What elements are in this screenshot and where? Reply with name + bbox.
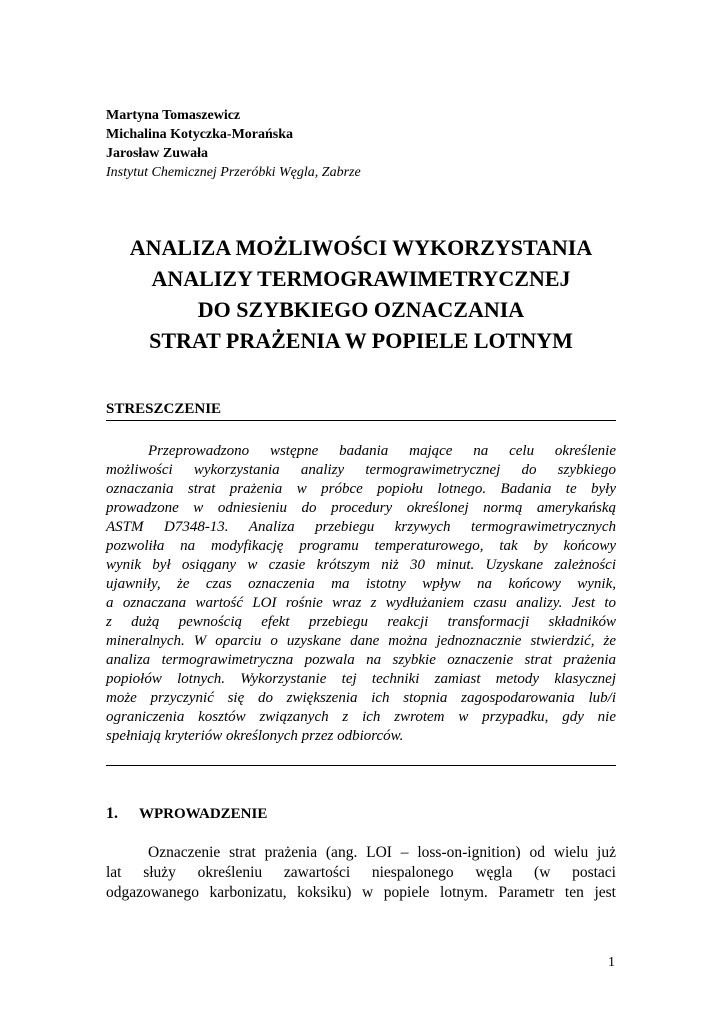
abstract-text bbox=[106, 442, 616, 746]
body-line: lat służy określeniu zawartości niespalonego węgla (w postaci bbox=[106, 864, 616, 881]
author-name: Jarosław Zuwała bbox=[106, 146, 209, 161]
title-line: ANALIZA MOŻLIWOŚCI WYKORZYSTANIA bbox=[129, 235, 593, 260]
title-line: ANALIZY TERMOGRAWIMETRYCZNEJ bbox=[151, 266, 571, 291]
body-line: Oznaczenie strat prażenia (ang. LOI – loss-on-ignition) od wielu już bbox=[148, 844, 616, 861]
section-heading bbox=[106, 805, 267, 823]
abstract-line: może przyczynić się do zwiększenia ich stopnia zagospodarowania lub/i bbox=[106, 690, 616, 706]
abstract-line: możliwości wykorzystania analizy termograwimetrycznej do szybkiego bbox=[106, 462, 616, 478]
abstract-line: ASTM D7348-13. Analiza przebiegu krzywych termograwimetrycznych bbox=[106, 519, 616, 535]
abstract-line: wynik był osiągany w czasie krótszym niż 30 minut. Uzyskane zależności bbox=[106, 557, 616, 573]
section-body bbox=[106, 843, 616, 903]
page-number: 1 bbox=[608, 955, 615, 970]
body-line: odgazowanego karbonizatu, koksiku) w popiele lotnym. Parametr ten jest bbox=[106, 884, 616, 901]
abstract-heading: STRESZCZENIE bbox=[106, 401, 222, 417]
abstract-line: prowadzone w odniesieniu do procedury określonej normą amerykańską bbox=[106, 500, 616, 516]
author-block bbox=[106, 106, 361, 182]
abstract-line: Przeprowadzono wstępne badania mające na celu określenie bbox=[148, 443, 616, 459]
section-number: 1. bbox=[106, 805, 118, 822]
section-title: WPROWADZENIE bbox=[139, 806, 268, 822]
abstract-line: a oznaczana wartość LOI rośnie wraz z wydłużaniem czasu analizy. Jest to bbox=[106, 595, 616, 611]
abstract-line: ujawniły, że czas oznaczenia ma istotny wpływ na końcowy wynik, bbox=[106, 576, 616, 592]
abstract-line: ograniczenia kosztów związanych z ich zwrotem w przypadku, gdy nie bbox=[106, 709, 616, 725]
title-line: STRAT PRAŻENIA W POPIELE LOTNYM bbox=[149, 328, 573, 353]
abstract-line: analiza termograwimetryczna pozwala na szybkie oznaczenie strat prażenia bbox=[106, 652, 616, 668]
author-name: Michalina Kotyczka-Morańska bbox=[106, 127, 294, 142]
abstract-top-rule bbox=[106, 420, 616, 421]
abstract-line: pozwoliła na modyfikację programu temperaturowego, tak by końcowy bbox=[106, 538, 616, 554]
author-institution: Instytut Chemicznej Przeróbki Węgla, Zabrze bbox=[106, 165, 361, 180]
paper-title bbox=[106, 232, 616, 356]
abstract-line: spełniają kryteriów określonych przez odbiorców. bbox=[106, 728, 404, 744]
title-line: DO SZYBKIEGO OZNACZANIA bbox=[197, 297, 525, 322]
abstract-line: oznaczania strat prażenia w próbce popiołu lotnego. Badania te były bbox=[106, 481, 616, 497]
abstract-line: popiołów lotnych. Wykorzystanie tej techniki zamiast metody klasycznej bbox=[106, 671, 616, 687]
abstract-bottom-rule bbox=[106, 765, 616, 766]
author-name: Martyna Tomaszewicz bbox=[106, 108, 241, 123]
abstract-line: mineralnych. W oparciu o uzyskane dane można jednoznacznie stwierdzić, że bbox=[106, 633, 616, 649]
abstract-line: z dużą pewnością efekt przebiegu reakcji transformacji składników bbox=[106, 614, 616, 630]
